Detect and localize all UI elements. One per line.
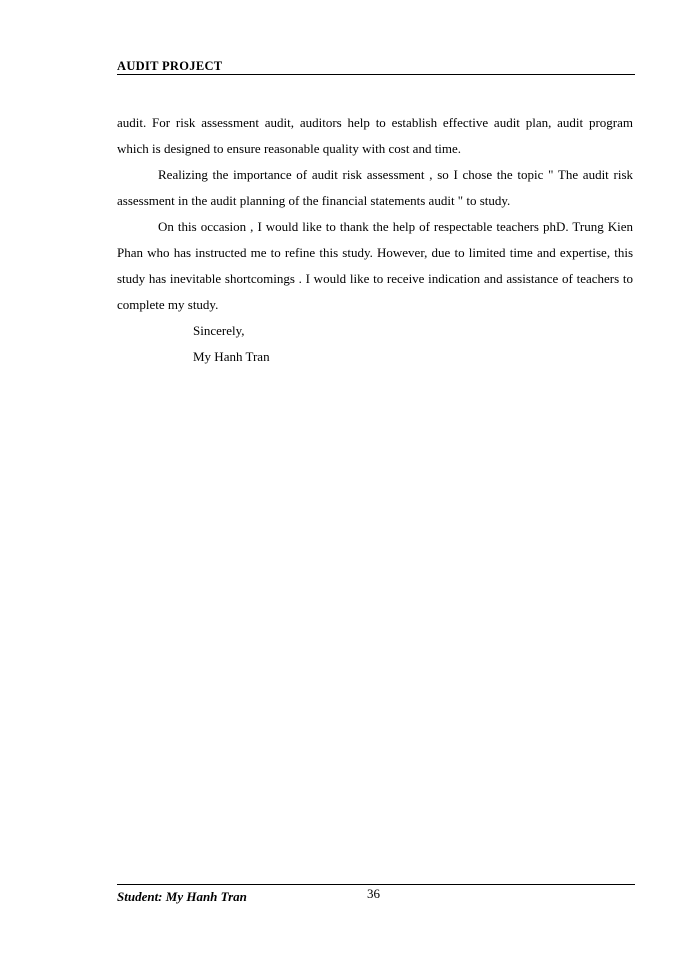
- body-paragraph: On this occasion , I would like to thank the help of respectable teachers phD. Trung Kien Phan who has instructed me to refine this study. However, due to limited time and expertise, this study has inevitable shortcomings . I would like to receive indication and assistance of teachers to complete my study.: [117, 219, 633, 312]
- header-title: AUDIT PROJECT: [117, 59, 223, 73]
- page-header: [117, 58, 635, 75]
- body-paragraph: audit. For risk assessment audit, auditors help to establish effective audit plan, audit program which is designed to ensure reasonable quality with cost and time.: [117, 115, 633, 156]
- page-footer: [117, 884, 635, 909]
- body-paragraph: Realizing the importance of audit risk assessment , so I chose the topic " The audit risk assessment in the audit planning of the financial statements audit " to study.: [117, 167, 633, 208]
- footer-student: Student: My Hanh Tran: [117, 889, 247, 904]
- signature-name: My Hanh Tran: [193, 349, 270, 364]
- page-number: 36: [367, 886, 380, 901]
- page-body: [117, 110, 633, 370]
- closing-salutation: Sincerely,: [193, 323, 245, 338]
